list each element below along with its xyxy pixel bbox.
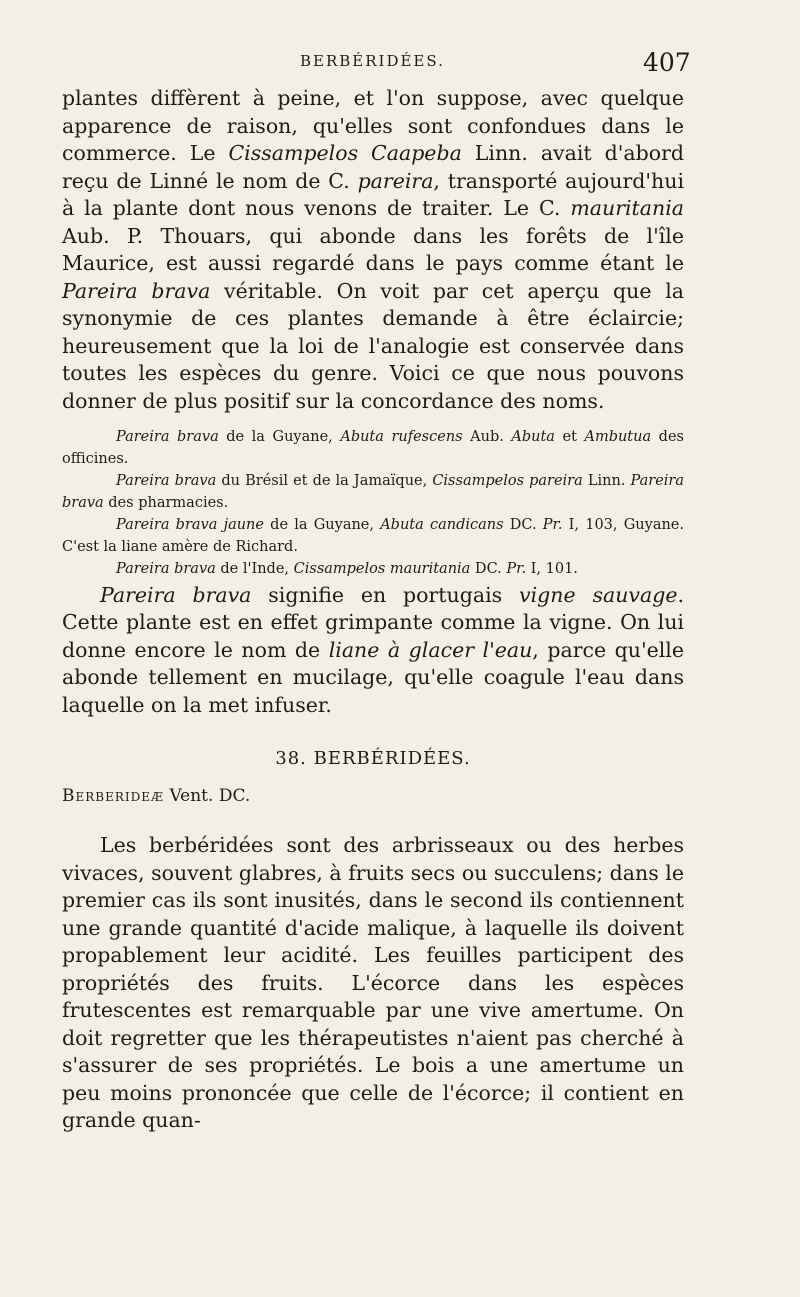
italic-run: Pareira brava — [116, 561, 216, 577]
text-run: de la Guyane, — [263, 517, 381, 533]
running-title: BERBÉRIDÉES. — [300, 52, 445, 70]
text-run: DC. — [470, 561, 507, 577]
italic-run: Abuta — [511, 429, 555, 445]
family-name: Berberideæ — [62, 785, 165, 806]
italic-run: Pr. — [542, 517, 563, 533]
synonym-entry — [62, 559, 684, 581]
text-run: et — [554, 429, 585, 445]
italic-run: Pr. — [506, 561, 527, 577]
italic-run: Abuta rufescens — [340, 429, 463, 445]
page-number: 407 — [643, 48, 691, 77]
italic-run: Pareira brava — [116, 429, 219, 445]
italic-run: vigne sauvage — [519, 582, 678, 607]
text-run: Linn. — [582, 473, 631, 489]
paragraph-continuation — [62, 85, 684, 415]
page-body — [62, 85, 684, 1135]
italic-run: Pareira brava — [62, 473, 684, 511]
section-heading: 38. BERBÉRIDÉES. — [275, 748, 471, 769]
text-run: du Brésil et de la Jamaïque, — [216, 473, 433, 489]
text-run: , transporté aujourd'hui à la plante dont nous venons de traiter. Le C. — [62, 168, 684, 220]
italic-run: Abuta candicans — [380, 517, 504, 533]
paragraph-berberidees — [62, 832, 684, 1135]
text-run: I, 101. — [526, 561, 578, 577]
text-run: signifie en portugais — [251, 582, 520, 607]
italic-run: Pareira brava — [116, 473, 217, 489]
italic-run: mauritania — [570, 196, 684, 220]
italic-run: Ambutua — [584, 429, 652, 445]
synonym-entry — [62, 471, 684, 514]
text-run: de la Guyane, — [218, 429, 341, 445]
text-run: . Cette plante est en effet grimpante comme la vigne. On lui donne encore le nom de — [62, 582, 684, 662]
text-run: de l'Inde, — [215, 561, 294, 577]
text-run: Linn. avait d'abord reçu de Linné le nom de C. — [62, 141, 684, 193]
italic-run: Pareira brava jaune — [116, 517, 264, 533]
text-run: , parce qu'elle abonde tellement en mucilage, qu'elle coagule l'eau dans laquelle on la met infuser. — [62, 637, 684, 717]
italic-run: Pareira brava — [100, 582, 252, 607]
text-run: des officines. — [62, 429, 684, 467]
paragraph-pareira-brava — [62, 582, 684, 720]
text-run: plantes diffèrent à peine, et l'on suppose, avec quelque apparence de raison, qu'elles sont confondues dans le commerce. Le — [62, 86, 684, 165]
italic-run: Pareira brava — [62, 278, 211, 303]
text-run: véritable. On voit par cet aperçu que la synonymie de ces plantes demande à être éclaircie; heureusement que la loi de l'analogie est conservée dans toutes les espèces du genre. Voici ce que nous pouvons donner de plus positif sur la concordance des noms. — [62, 278, 684, 413]
text-run: Aub. P. Thouars, qui abonde dans les forêts de l'île Maurice, est aussi regardé dans le pays comme étant le — [62, 223, 684, 275]
synonym-entry — [62, 427, 684, 470]
text-run: des pharmacies. — [103, 494, 229, 511]
text-run: Les berbéridées sont des arbrisseaux ou des herbes vivaces, souvent glabres, à fruits secs ou succulens; dans le premier cas ils sont inusités, dans le second ils contiennent une grande quantité d'acide malique, à laquelle ils doivent propablement leur acidité. Les feuilles participent des propriétés des fruits. L'écorce dans les espèces frutescentes est remarquable par une vive amertume. On doit regretter que les thérapeutistes n'aient pas cherché à s'assurer de ses propriétés. Le bois a une amertume un peu moins prononcée que celle de l'écorce; il contient en grande quan- — [62, 833, 684, 1132]
synonym-entry — [62, 515, 684, 558]
family-authority: Vent. DC. — [164, 785, 251, 806]
italic-run: Cissampelos pareira — [432, 473, 583, 489]
italic-run: Cissampelos mauritania — [293, 561, 471, 577]
italic-run: Cissampelos Caapeba — [228, 141, 462, 165]
italic-run: pareira — [357, 168, 434, 193]
italic-run: liane à glacer l'eau — [328, 637, 533, 662]
family-name-line — [62, 783, 684, 811]
text-run: DC. — [503, 517, 543, 533]
text-run: Aub. — [462, 429, 512, 445]
synonym-list — [62, 427, 684, 581]
text-run: I, 103, Guyane. C'est la liane amère de Richard. — [62, 517, 684, 555]
